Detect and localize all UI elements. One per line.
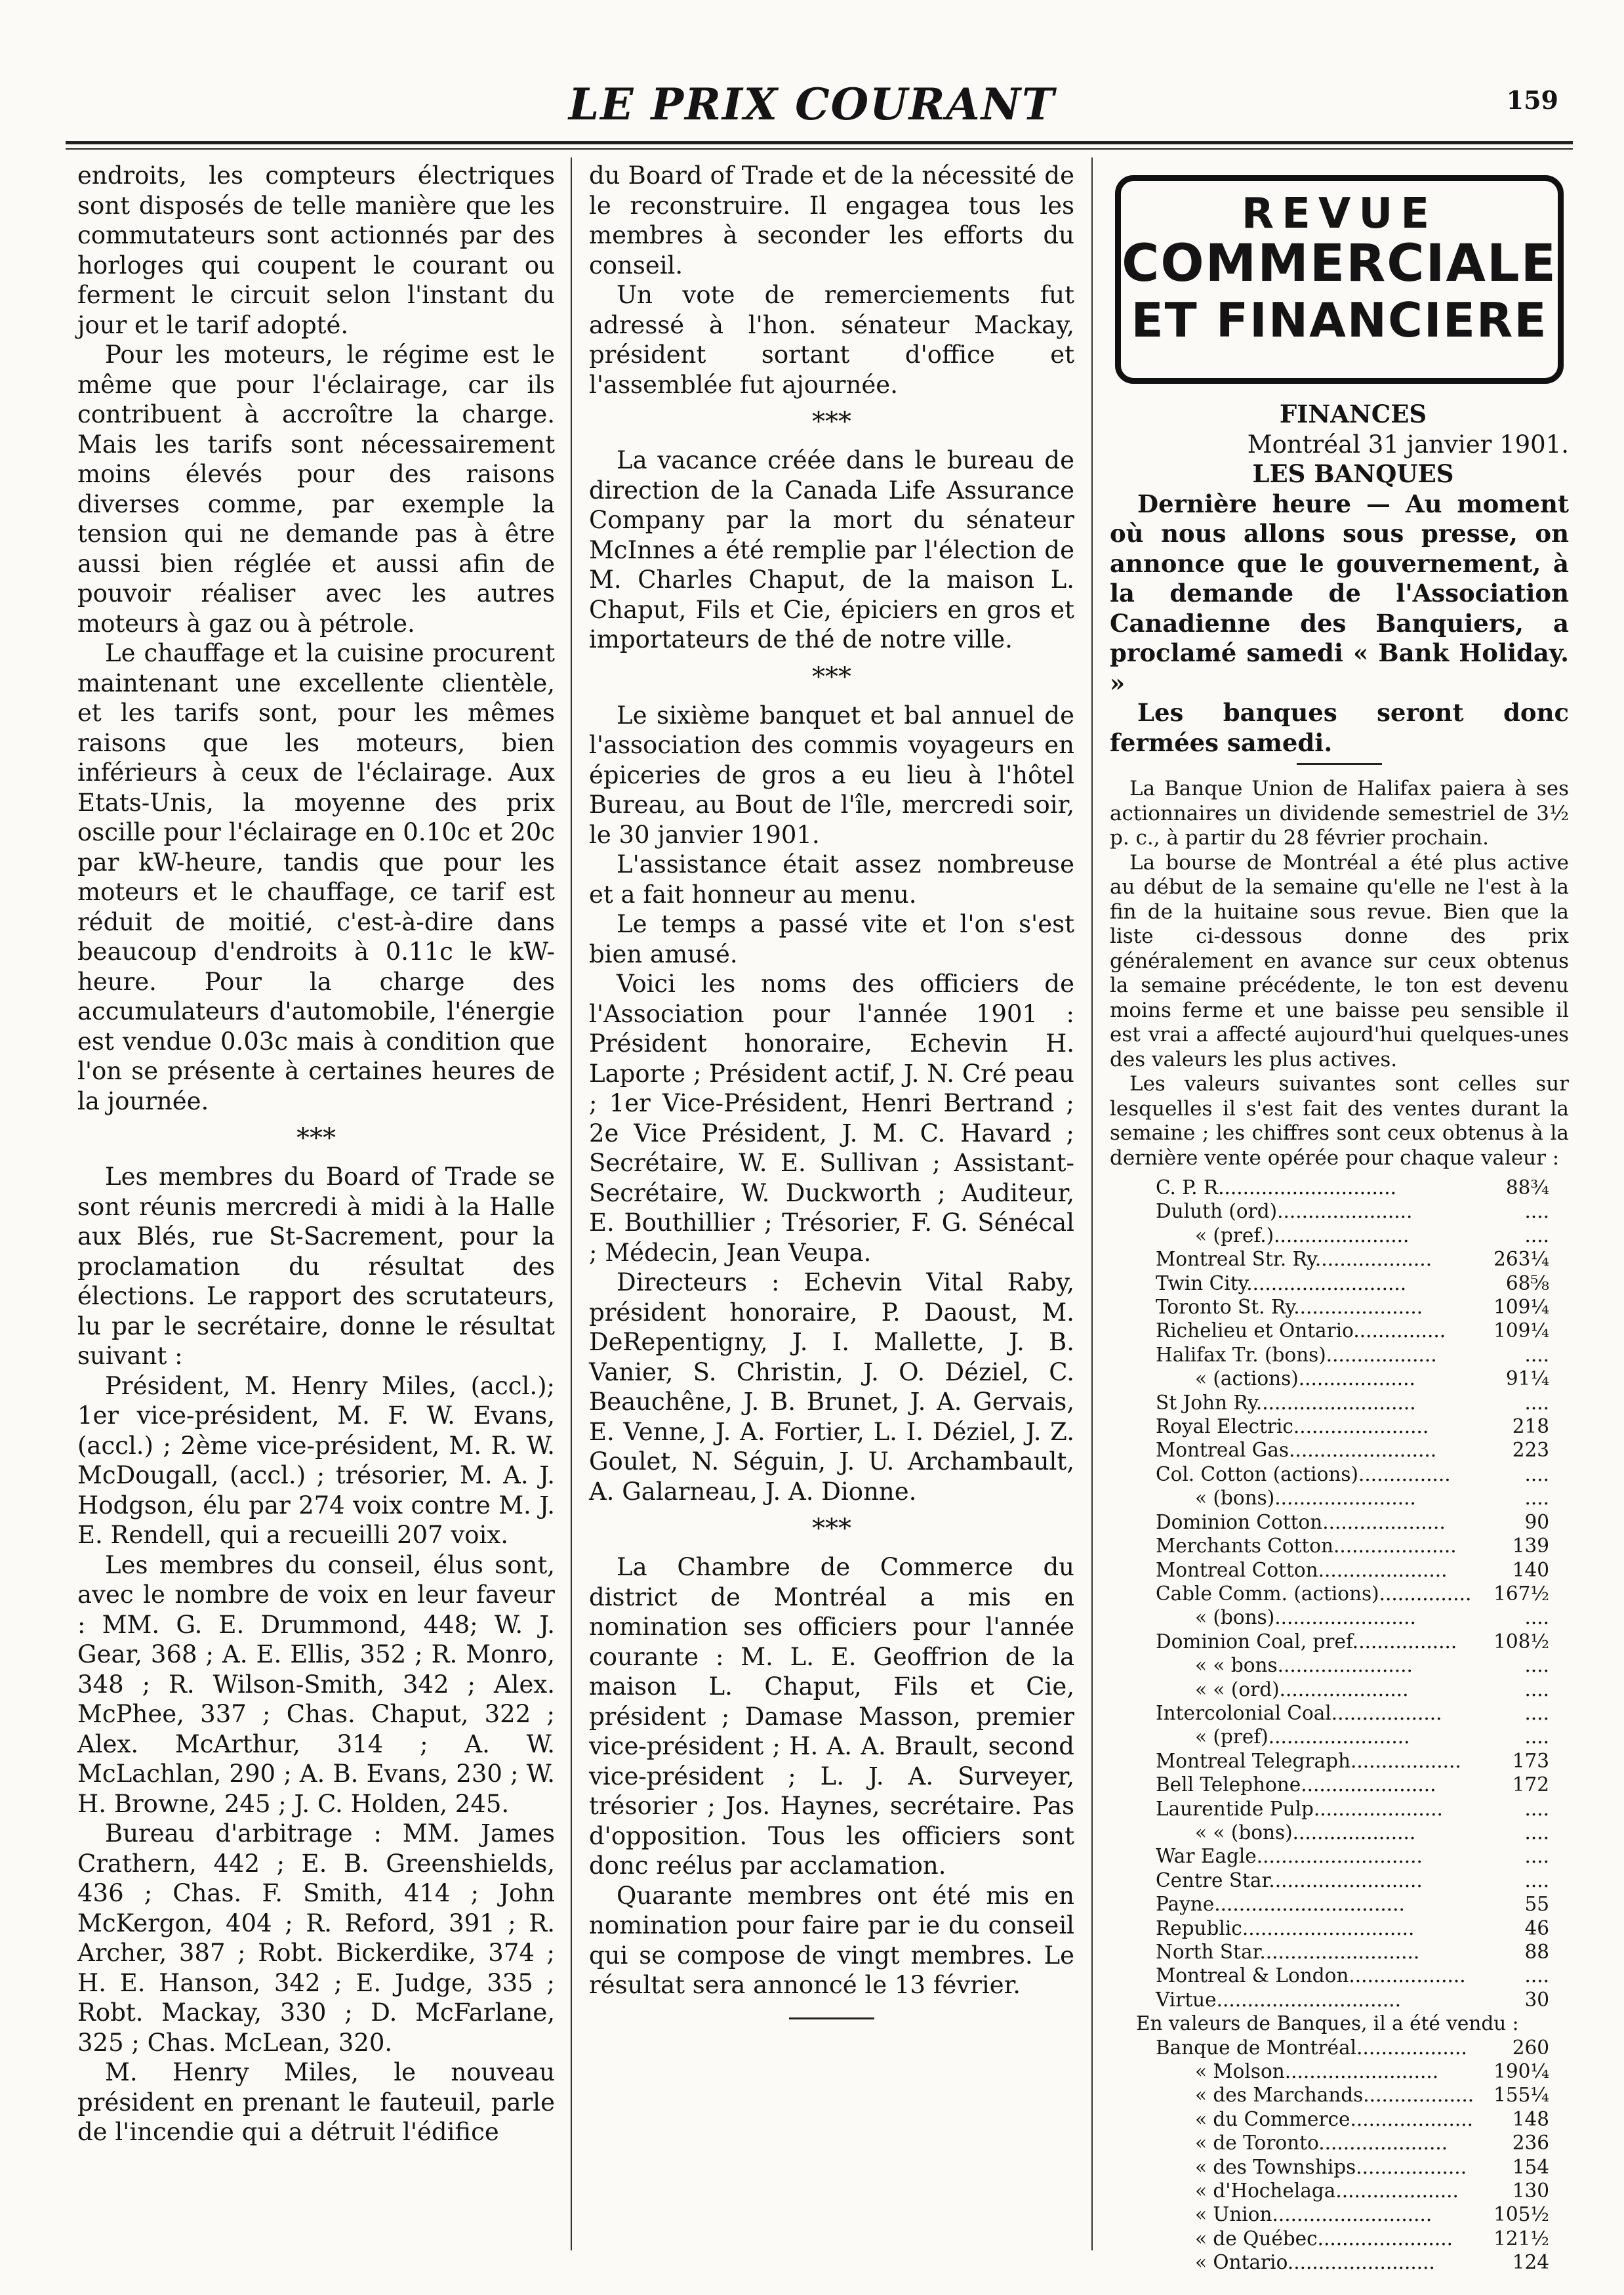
masthead <box>0 79 1624 130</box>
bulletin: Les banques seront donc fermées samedi. <box>1110 698 1569 757</box>
banks-intro-row <box>1110 2012 1569 2035</box>
paragraph: Directeurs : Echevin Vital Raby, président honoraire, P. Daoust, M. DeRepentigny, J. I. Mallette, J. B. Vanier, S. Christin, J. O. Déziel, C. Beauchêne, J. B. Brunet, J. A. Gervais, E. Venne, J. A. Fortier, L. I. Déziel, J. Z. Goulet, N. Séguin, J. U. Archambault, A. Galarneau, J. A. Dionne. <box>589 1268 1074 1506</box>
security-price: 109¼ <box>1493 1296 1549 1319</box>
security-name: C. P. R............................. <box>1156 1176 1397 1199</box>
column-3 <box>1110 161 1569 2275</box>
security-price: .... <box>1524 1964 1549 1987</box>
column-divider <box>571 157 572 2250</box>
section-heading: FINANCES <box>1279 400 1427 428</box>
price-row <box>1110 1892 1569 1916</box>
paragraph: Bureau d'arbitrage : MM. James Crathern, 442 ; E. B. Greenshields, 436 ; Chas. F. Smith, 414 ; John McKergon, 404 ; R. Reford, 391 ; R. Archer, 387 ; Robt. Bickerdike, 374 ; H. E. Hanson, 342 ; E. Judge, 335 ; Robt. Mackay, 330 ; D. McFarlane, 325 ; Chas. McLean, 320. <box>77 1819 555 2057</box>
price-row <box>1110 2107 1569 2131</box>
security-name: « (pref)....................... <box>1195 1726 1410 1748</box>
price-row <box>1110 1940 1569 1964</box>
logo-line: REVUE <box>1241 190 1438 238</box>
price-row <box>1110 1869 1569 1892</box>
price-row <box>1110 1415 1569 1438</box>
security-price: 46 <box>1524 1916 1549 1939</box>
security-name: Montreal Telegraph.................. <box>1156 1749 1461 1772</box>
price-row <box>1110 1653 1569 1677</box>
security-name: North Star.......................... <box>1156 1941 1420 1963</box>
security-price: 190¼ <box>1493 2060 1549 2083</box>
paragraph: La Chambre de Commerce du district de Montréal a mis en nomination ses officiers pour l'année courante : M. L. E. Geoffrion de la maison L. Chaput, Fils et Cie, président ; Damase Masson, premier vice-président ; H. A. A. Brault, second vice-président ; L. J. A. Surveyer, trésorier ; Jos. Haynes, secrétaire. Pas d'opposition. Tous les officiers sont donc reélus par acclamation. <box>589 1553 1074 1880</box>
security-price: .... <box>1524 1487 1549 1510</box>
paragraph: Pour les moteurs, le régime est le même que pour l'éclairage, car ils contribuent à accroître la charge. Mais les tarifs sont nécessairement moins élevés pour des raisons diverses comme, par exemple la tension qui ne demande pas à être aussi bien réglée et aussi afin de pouvoir réaliser avec les autres moteurs à gaz ou à pétrole. <box>77 341 555 638</box>
security-price: 260 <box>1512 2036 1549 2059</box>
subsection-heading: LES BANQUES <box>1252 459 1454 488</box>
price-row <box>1110 1367 1569 1390</box>
price-row <box>1110 1821 1569 1844</box>
security-price: 139 <box>1512 1535 1549 1558</box>
security-name: Republic............................ <box>1156 1916 1415 1939</box>
paragraph: Les membres du Board of Trade se sont réunis mercredi à midi à la Halle aux Blés, rue St-Sacrement, pour la proclamation du résultat des élections. Le rapport des scrutateurs, lu par le secrétaire, donne le résultat suivant : <box>77 1163 555 1370</box>
section-stars: *** <box>812 661 851 692</box>
security-price: 124 <box>1512 2251 1549 2274</box>
security-name: Banque de Montréal.................. <box>1156 2036 1467 2059</box>
section-stars: *** <box>812 407 851 437</box>
security-price: 155¼ <box>1493 2084 1549 2107</box>
column-2 <box>589 161 1074 2019</box>
security-price: 68⅝ <box>1505 1272 1549 1294</box>
security-name: Cable Comm. (actions)............... <box>1156 1582 1472 1605</box>
price-row <box>1110 1199 1569 1223</box>
publication-title: LE PRIX COURANT <box>568 79 1056 130</box>
security-name: « (pref.)...................... <box>1195 1224 1410 1247</box>
paragraph: La vacance créée dans le bureau de direction de la Canada Life Assurance Company par la mort du sénateur McInnes a été remplie par l'élection de M. Charles Chaput, de la maison L. Chaput, Fils et Cie, épiciers en gros et importateurs de thé de notre ville. <box>589 446 1074 653</box>
security-name: « des Marchands.................. <box>1195 2084 1474 2107</box>
price-row <box>1110 1462 1569 1486</box>
security-name: « « (ord)..................... <box>1195 1678 1409 1701</box>
banks-intro: En valeurs de Banques, il a été vendu : <box>1136 2012 1519 2035</box>
security-price: .... <box>1524 1391 1549 1414</box>
security-name: « « (bons).................... <box>1195 1821 1416 1844</box>
security-name: Montreal Gas........................ <box>1156 1439 1437 1462</box>
revue-logo <box>1115 175 1564 384</box>
security-name: Virtue.............................. <box>1156 1988 1401 2011</box>
security-price: 172 <box>1512 1773 1549 1796</box>
security-price: 88¾ <box>1505 1176 1549 1199</box>
security-name: Richelieu et Ontario............... <box>1156 1319 1446 1342</box>
bulletin: Dernière heure — Au moment où nous allons sous presse, on annonce que le gouvernement, à la demande de l'Association Canadienne des Banquiers, a proclamé samedi « Bank Holiday. » <box>1110 489 1569 697</box>
security-price: 121½ <box>1493 2227 1549 2250</box>
security-name: Bell Telephone...................... <box>1156 1773 1436 1796</box>
page-number: 159 <box>1506 85 1558 115</box>
security-price: 263¼ <box>1493 1248 1549 1271</box>
price-row <box>1110 1319 1569 1342</box>
paragraph: M. Henry Miles, le nouveau président en prenant le fauteuil, parle de l'incendie qui a détruit l'édifice <box>77 2058 555 2146</box>
column-divider <box>1091 157 1093 2250</box>
security-price: 108½ <box>1493 1630 1549 1653</box>
section-stars: *** <box>296 1123 336 1153</box>
security-price: .... <box>1524 1797 1549 1820</box>
security-name: « Molson......................... <box>1195 2060 1439 2083</box>
security-name: Halifax Tr. (bons).................. <box>1156 1343 1437 1366</box>
paragraph: Les membres du conseil, élus sont, avec le nombre de voix en leur faveur : MM. G. E. Drummond, 448; W. J. Gear, 368 ; A. E. Ellis, 352 ; R. Monro, 348 ; R. Wilson-Smith, 342 ; Alex. McPhee, 337 ; Chas. Chaput, 322 ; Alex. McArthur, 314 ; A. W. McLachlan, 290 ; A. B. Evans, 230 ; W. H. Browne, 245 ; J. C. Holden, 245. <box>77 1550 555 1818</box>
price-row <box>1110 1534 1569 1558</box>
security-name: Laurentide Pulp..................... <box>1156 1797 1443 1820</box>
security-price: .... <box>1524 1845 1549 1868</box>
price-row <box>1110 1247 1569 1271</box>
security-price: 90 <box>1524 1510 1549 1533</box>
price-row <box>1110 1988 1569 2012</box>
security-price: 91¼ <box>1505 1367 1549 1390</box>
security-name: « (actions)................... <box>1195 1367 1415 1390</box>
security-price: .... <box>1524 1606 1549 1629</box>
logo-line: COMMERCIALE <box>1122 234 1557 293</box>
security-name: « (bons)....................... <box>1195 1487 1416 1510</box>
price-row <box>1110 1176 1569 1199</box>
security-name: Royal Electric...................... <box>1156 1415 1429 1438</box>
security-price: .... <box>1524 1343 1549 1366</box>
security-name: Montreal Str. Ry................... <box>1156 1248 1432 1271</box>
security-name: Montreal & London................... <box>1156 1964 1466 1987</box>
security-name: « Ontario........................ <box>1195 2251 1435 2274</box>
security-name: Duluth (ord)...................... <box>1156 1200 1413 1223</box>
security-name: « de Québec...................... <box>1195 2227 1453 2250</box>
paragraph: Le chauffage et la cuisine procurent maintenant une excellente clientèle, et les tarifs sont, pour les mêmes raisons que les moteurs, bien inférieurs à ceux de l'éclairage. Aux Etats-Unis, la moyenne des prix oscille pour l'éclairage en 0.10c et 20c par kW-heure, tandis que pour les moteurs et le chauffage, ce tarif est réduit de moitié, c'est-à-dire dans beaucoup d'endroits à 0.11c le kW-heure. Pour la charge des accumulateurs d'automobile, l'énergie est vendue 0.03c mais à condition que l'on se présente à certaines heures de la journée. <box>77 639 555 1115</box>
paragraph: La Banque Union de Halifax paiera à ses actionnaires un dividende semestriel de 3½ p. c., à partir du 28 février prochain. <box>1110 777 1569 850</box>
paragraph: Président, M. Henry Miles, (accl.); 1er vice-président, M. F. W. Evans, (accl.) ; 2ème vice-président, M. R. W. McDougall, (accl.) ; trésorier, M. A. J. Hodgson, élu par 274 voix contre M. J. E. Rendell, qui a recueilli 207 voix. <box>77 1371 555 1549</box>
price-row <box>1110 1630 1569 1653</box>
security-name: Twin City.......................... <box>1156 1272 1407 1294</box>
price-row <box>1110 1486 1569 1510</box>
security-name: Toronto St. Ry..................... <box>1156 1296 1423 1319</box>
price-row <box>1110 1678 1569 1701</box>
security-price: 105½ <box>1493 2203 1549 2226</box>
security-price: .... <box>1524 1224 1549 1247</box>
price-row <box>1110 1558 1569 1582</box>
price-row <box>1110 1797 1569 1821</box>
price-row <box>1110 1224 1569 1247</box>
stock-price-table <box>1110 1176 1569 2275</box>
price-row <box>1110 2036 1569 2059</box>
security-name: « Union.......................... <box>1195 2203 1432 2226</box>
paragraph: Le sixième banquet et bal annuel de l'association des commis voyageurs en épiceries de gros a eu lieu à l'hôtel Bureau, au Bout de l'île, mercredi soir, le 30 janvier 1901. <box>589 701 1074 849</box>
security-name: Centre Star......................... <box>1156 1869 1423 1892</box>
security-price: 109¼ <box>1493 1319 1549 1342</box>
logo-line: ET FINANCIERE <box>1131 293 1548 348</box>
security-name: « des Townships.................. <box>1195 2155 1467 2178</box>
security-price: 148 <box>1512 2107 1549 2130</box>
security-price: 218 <box>1512 1415 1549 1438</box>
paragraph: Quarante membres ont été mis en nomination pour faire par ie du conseil qui se compose de vingt membres. Le résultat sera annoncé le 13 février. <box>589 1881 1074 1999</box>
price-row <box>1110 1749 1569 1773</box>
security-price: 140 <box>1512 1558 1549 1581</box>
price-row <box>1110 2250 1569 2274</box>
security-name: Intercolonial Coal.................. <box>1156 1701 1442 1724</box>
security-price: 88 <box>1524 1941 1549 1963</box>
paragraph: endroits, les compteurs électriques sont disposés de telle manière que les commutateurs sont actionnés par des horloges qui coupent le courant ou ferment le circuit selon l'instant du jour et le tarif adopté. <box>77 161 555 339</box>
security-price: .... <box>1524 1678 1549 1701</box>
security-price: .... <box>1524 1654 1549 1677</box>
price-row <box>1110 1272 1569 1295</box>
security-name: « de Toronto..................... <box>1195 2132 1448 2155</box>
price-row <box>1110 1773 1569 1796</box>
security-price: 236 <box>1512 2132 1549 2155</box>
price-row <box>1110 1844 1569 1868</box>
paragraph: Un vote de remerciements fut adressé à l'hon. sénateur Mackay, président sortant d'office et l'assemblée fut ajournée. <box>589 281 1074 399</box>
price-row <box>1110 2202 1569 2226</box>
security-price: .... <box>1524 1462 1549 1485</box>
price-row <box>1110 1438 1569 1462</box>
price-row <box>1110 1916 1569 1940</box>
dateline: Montréal 31 janvier 1901. <box>1247 430 1569 459</box>
price-row <box>1110 2059 1569 2083</box>
separator-rule <box>1297 763 1382 765</box>
security-price: 130 <box>1512 2180 1549 2202</box>
security-price: .... <box>1524 1200 1549 1223</box>
price-row <box>1110 1582 1569 1605</box>
paragraph: L'assistance était assez nombreuse et a fait honneur au menu. <box>589 850 1074 909</box>
security-price: .... <box>1524 1821 1549 1844</box>
header-rule <box>66 141 1573 144</box>
security-price: .... <box>1524 1726 1549 1748</box>
security-price: 30 <box>1524 1988 1549 2011</box>
paragraph: Les valeurs suivantes sont celles sur lesquelles il s'est fait des ventes durant la semaine ; les chiffres sont ceux obtenus à la dernière vente opérée pour chaque valeur : <box>1110 1072 1569 1170</box>
paragraph: Voici les noms des officiers de l'Association pour l'année 1901 : Président honoraire, Echevin H. Laporte ; Président actif, J. N. Cré peau ; 1er Vice-Président, Henri Bertrand ; 2e Vice Président, J. M. C. Havard ; Secrétaire, W. E. Sullivan ; Assistant-Secrétaire, W. Duckworth ; Auditeur, E. Bouthillier ; Trésorier, F. G. Sénécal ; Médecin, Jean Veupa. <box>589 970 1074 1267</box>
paragraph: La bourse de Montréal a été plus active au début de la semaine qu'elle ne l'est à la fin de la huitaine sous revue. Bien que la liste ci-dessous donne des prix généralement en avance sur ceux obtenus la semaine précédente, le ton est devenu moins ferme et une baisse peu sensible il est vrai a affecté aujourd'hui quelques-unes des valeurs les plus actives. <box>1110 850 1569 1071</box>
security-name: St John Ry.......................... <box>1156 1391 1416 1414</box>
security-name: Payne............................... <box>1156 1893 1405 1916</box>
security-name: Montreal Cotton..................... <box>1156 1558 1448 1581</box>
price-row <box>1110 2227 1569 2250</box>
end-rule <box>789 2017 874 2019</box>
header-rule-thin <box>66 148 1573 150</box>
security-name: War Eagle........................... <box>1156 1845 1423 1868</box>
security-name: « d'Hochelaga.................... <box>1195 2180 1459 2202</box>
price-row <box>1110 2179 1569 2202</box>
market-notes <box>1110 777 1569 1170</box>
price-row <box>1110 1295 1569 1319</box>
security-name: « (bons)....................... <box>1195 1606 1416 1629</box>
security-price: .... <box>1524 1869 1549 1892</box>
price-row <box>1110 2131 1569 2155</box>
security-name: Merchants Cotton.................... <box>1156 1535 1457 1558</box>
price-row <box>1110 1605 1569 1629</box>
security-price: 223 <box>1512 1439 1549 1462</box>
security-name: Dominion Cotton.................... <box>1156 1510 1446 1533</box>
column-1 <box>77 161 555 2147</box>
security-name: « du Commerce.................... <box>1195 2107 1474 2130</box>
security-price: 154 <box>1512 2155 1549 2178</box>
price-row <box>1110 1725 1569 1748</box>
security-price: 173 <box>1512 1749 1549 1772</box>
price-row <box>1110 1343 1569 1367</box>
paragraph: Le temps a passé vite et l'on s'est bien amusé. <box>589 910 1074 968</box>
price-row <box>1110 1964 1569 1987</box>
price-row <box>1110 1510 1569 1534</box>
security-name: Dominion Coal, pref................. <box>1156 1630 1457 1653</box>
price-row <box>1110 2083 1569 2107</box>
section-stars: *** <box>812 1514 851 1544</box>
security-price: 167½ <box>1493 1582 1549 1605</box>
security-price: .... <box>1524 1701 1549 1724</box>
security-price: 55 <box>1524 1893 1549 1916</box>
security-name: « « bons...................... <box>1195 1654 1413 1677</box>
paragraph: du Board of Trade et de la nécessité de le reconstruire. Il engagea tous les membres à seconder les efforts du conseil. <box>589 161 1074 279</box>
security-name: Col. Cotton (actions)............... <box>1156 1462 1451 1485</box>
price-row <box>1110 2155 1569 2179</box>
price-row <box>1110 1391 1569 1415</box>
price-row <box>1110 1701 1569 1725</box>
